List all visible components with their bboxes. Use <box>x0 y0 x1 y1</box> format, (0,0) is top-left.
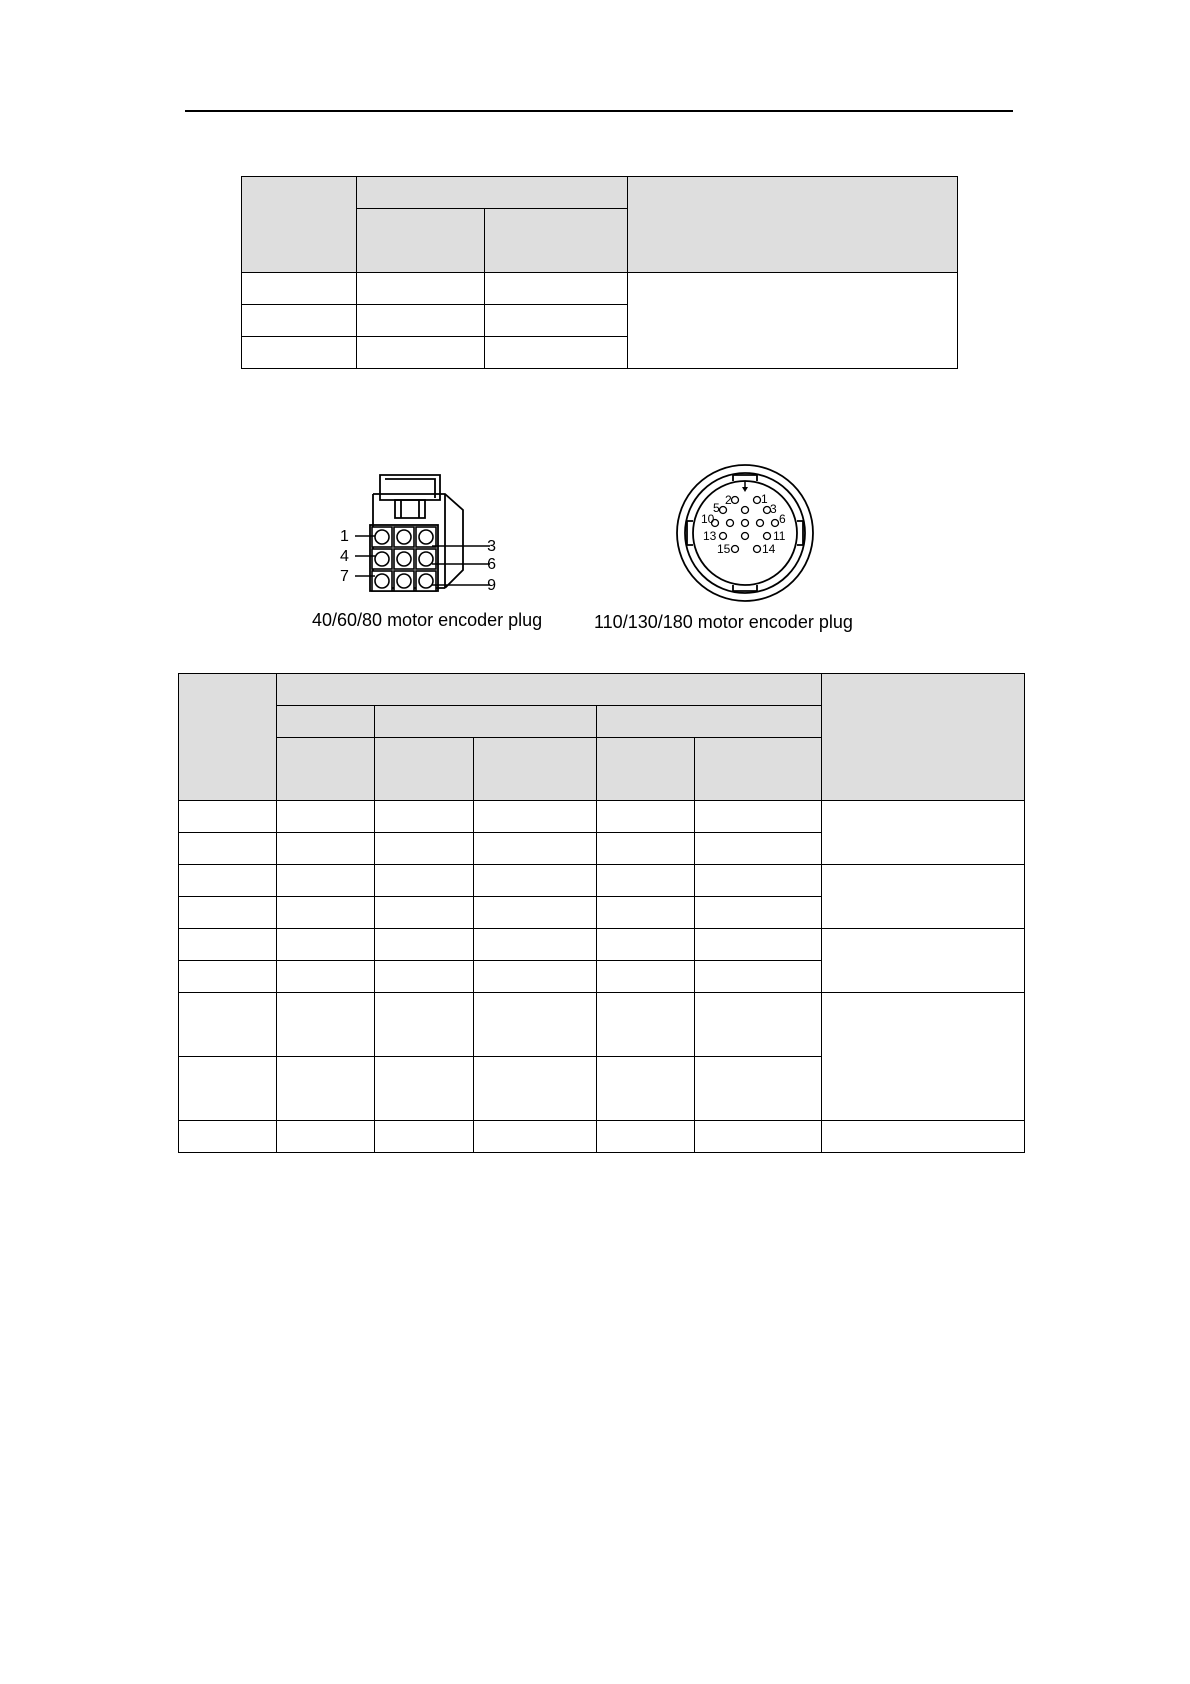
table-cell <box>277 1057 375 1121</box>
table-cell <box>474 833 597 865</box>
table-cell <box>179 801 277 833</box>
table-cell <box>179 674 277 801</box>
table-cell <box>277 961 375 993</box>
table-cell <box>357 273 485 305</box>
table-cell <box>695 1057 822 1121</box>
table-cell <box>375 706 597 738</box>
table-cell <box>179 961 277 993</box>
table-cell <box>375 1121 474 1153</box>
table-cell <box>375 833 474 865</box>
table-cell <box>474 1057 597 1121</box>
table-cell <box>375 865 474 897</box>
table-cell <box>277 833 375 865</box>
table-cell <box>179 929 277 961</box>
table-cell <box>822 801 1025 865</box>
table-cell <box>277 929 375 961</box>
pin-label: 4 <box>340 548 349 565</box>
table-cell <box>375 1057 474 1121</box>
table-cell <box>179 865 277 897</box>
table-cell <box>474 1121 597 1153</box>
table-cell <box>597 801 695 833</box>
table-cell <box>695 865 822 897</box>
pin-label: 6 <box>779 512 786 526</box>
table-cell <box>822 674 1025 801</box>
table-cell <box>695 738 822 801</box>
table-cell <box>597 1057 695 1121</box>
table-cell <box>375 929 474 961</box>
table-cell <box>597 897 695 929</box>
table-cell <box>474 801 597 833</box>
table-cell <box>277 865 375 897</box>
pin-label: 3 <box>770 502 777 516</box>
table-cell <box>357 177 628 209</box>
table-cell <box>179 1121 277 1153</box>
table-cell <box>357 337 485 369</box>
table-cell <box>822 865 1025 929</box>
table-1 <box>241 176 958 369</box>
table-cell <box>375 961 474 993</box>
pin-label: 1 <box>340 528 349 545</box>
table-cell <box>277 706 375 738</box>
pin-label: 6 <box>487 556 496 573</box>
table-cell <box>695 833 822 865</box>
table-cell <box>597 961 695 993</box>
table-cell <box>474 738 597 801</box>
header-rule <box>185 110 1013 112</box>
table-cell <box>695 993 822 1057</box>
table-cell <box>695 801 822 833</box>
table-cell <box>179 833 277 865</box>
table-cell <box>485 305 628 337</box>
table-cell <box>242 337 357 369</box>
pin-label: 9 <box>487 577 496 594</box>
table-cell <box>485 337 628 369</box>
table-cell <box>695 929 822 961</box>
table-cell <box>179 897 277 929</box>
table-cell <box>474 929 597 961</box>
pin-label: 7 <box>340 568 349 585</box>
table-cell <box>474 961 597 993</box>
table-cell <box>277 1121 375 1153</box>
table-cell <box>375 801 474 833</box>
table-cell <box>474 993 597 1057</box>
round-plug-caption: 110/130/180 motor encoder plug <box>594 612 853 632</box>
table-cell <box>474 865 597 897</box>
table-cell <box>357 209 485 273</box>
table-cell <box>277 674 822 706</box>
table-cell <box>277 738 375 801</box>
table-cell <box>277 897 375 929</box>
table-cell <box>597 738 695 801</box>
pin-label: 10 <box>701 512 715 526</box>
table-cell <box>375 897 474 929</box>
table-2 <box>178 673 1025 1153</box>
table-cell <box>695 961 822 993</box>
pin-label: 2 <box>725 493 732 507</box>
table-cell <box>242 177 357 273</box>
pin-label: 3 <box>487 538 496 555</box>
table-cell <box>597 833 695 865</box>
table-cell <box>485 209 628 273</box>
table-cell <box>277 993 375 1057</box>
table-cell <box>179 993 277 1057</box>
table-cell <box>695 1121 822 1153</box>
table-cell <box>597 706 822 738</box>
table-cell <box>485 273 628 305</box>
pin-label: 15 <box>717 542 731 556</box>
table-cell <box>628 273 958 369</box>
table-cell <box>822 1121 1025 1153</box>
table-cell <box>277 801 375 833</box>
table-cell <box>597 865 695 897</box>
table-cell <box>597 1121 695 1153</box>
round-encoder-plug-diagram <box>675 463 815 603</box>
table-cell <box>628 177 958 273</box>
pin-label: 1 <box>761 492 768 506</box>
pin-label: 14 <box>762 542 776 556</box>
table-cell <box>597 929 695 961</box>
small-encoder-plug-diagram <box>335 470 500 610</box>
table-cell <box>695 897 822 929</box>
table-cell <box>375 738 474 801</box>
pin-label: 11 <box>773 529 786 543</box>
table-cell <box>822 929 1025 993</box>
pin-label: 13 <box>703 529 717 543</box>
table-cell <box>375 993 474 1057</box>
table-cell <box>822 993 1025 1121</box>
table-cell <box>357 305 485 337</box>
table-cell <box>242 273 357 305</box>
table-cell <box>597 993 695 1057</box>
small-plug-caption: 40/60/80 motor encoder plug <box>312 610 543 630</box>
table-cell <box>242 305 357 337</box>
table-cell <box>179 1057 277 1121</box>
pin-label: 5 <box>713 501 720 515</box>
table-cell <box>474 897 597 929</box>
